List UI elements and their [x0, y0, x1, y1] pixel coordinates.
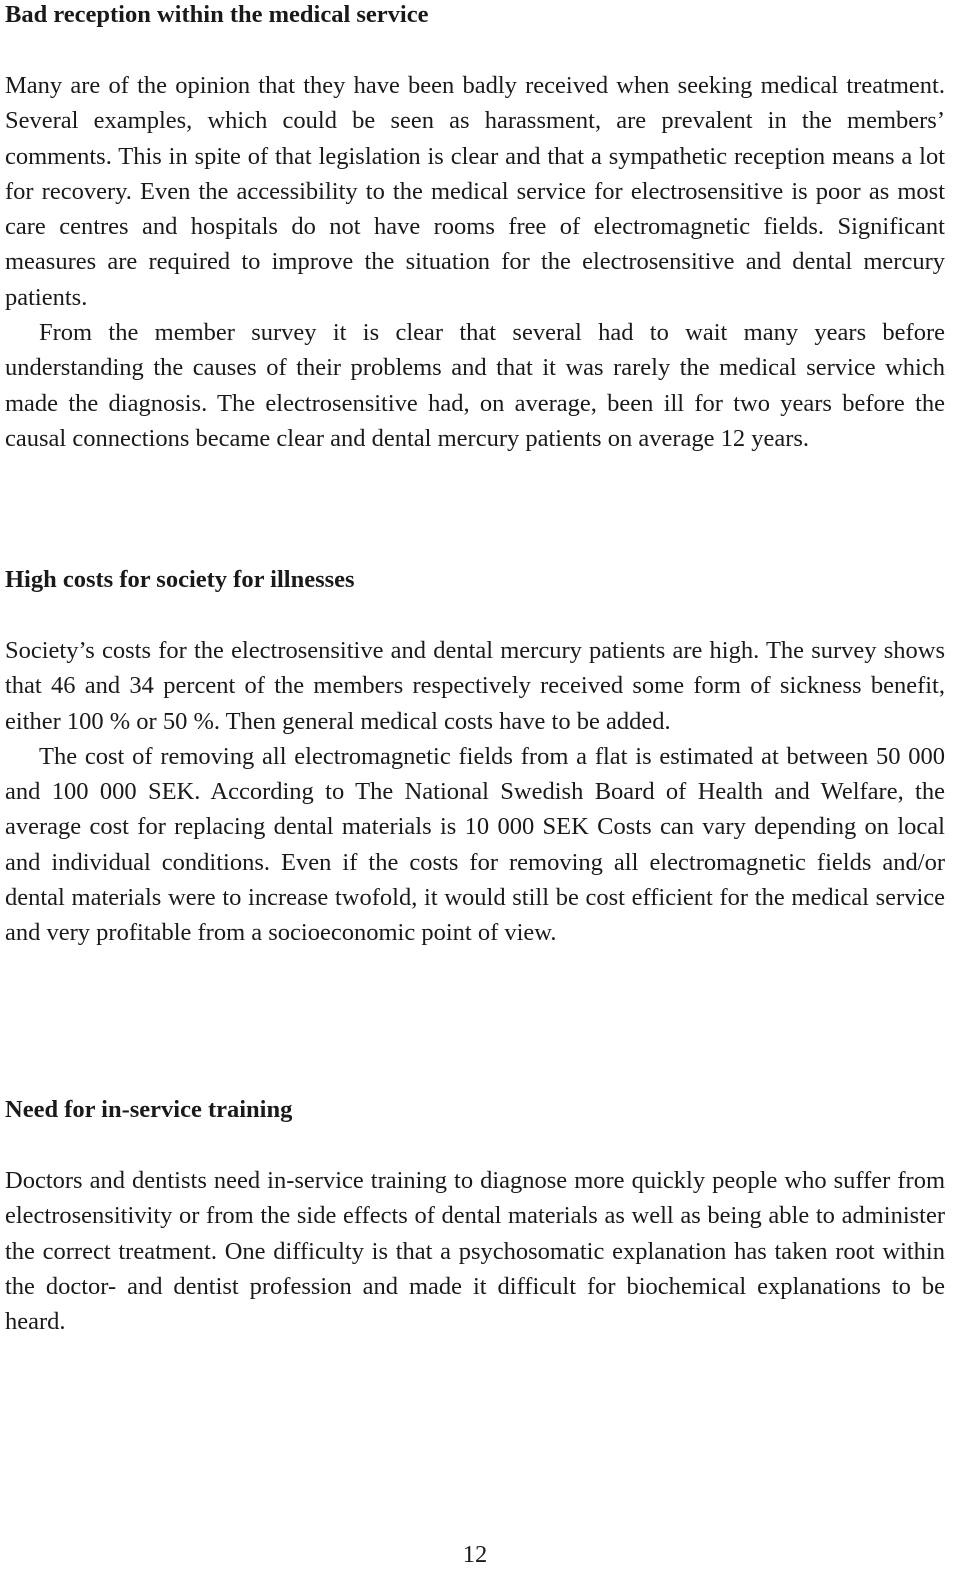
- paragraph: The cost of removing all electromagnetic fields from a flat is estimated at between 50 000 and 100 000 SEK. According to The National Swedish Board of Health and Welfare, the average cost for replacing dental materials is 10 000 SEK Costs can vary depending on local and individual conditions. Even if the costs for removing all electromagnetic fields and/or dental materials were to increase twofold, it would still be cost efficient for the medical service and very profitable from a socioeconomic point of view.: [5, 742, 945, 947]
- page-number: 12: [462, 1541, 488, 1568]
- paragraph: Society’s costs for the electrosensitive and dental mercury patients are high. The survey shows that 46 and 34 percent of the members respectively received some form of sickness benefit, either 100 % or 50 %. Then general medical costs have to be added.: [5, 637, 945, 735]
- section-heading: Need for in-service training: [5, 1096, 293, 1123]
- section-body: [5, 68, 945, 456]
- section-body: [5, 633, 945, 951]
- paragraph: Doctors and dentists need in-service training to diagnose more quickly people who suffer from electrosensitivity or from the side effects of dental materials as well as being able to administer the correct treatment. One difficulty is that a psychosomatic explanation has taken root within the doctor- and dentist profession and made it difficult for biochemical explanations to be heard.: [5, 1167, 945, 1336]
- section-body: [5, 1163, 945, 1339]
- section-heading: Bad reception within the medical service: [5, 1, 429, 28]
- paragraph: Many are of the opinion that they have been badly received when seeking medical treatment. Several examples, which could be seen as harassment, are prevalent in the members’ comments. This in spite of that legislation is clear and that a sympathetic reception means a lot for recovery. Even the accessibility to the medical service for electrosensitive is poor as most care centres and hospitals do not have rooms free of electromagnetic fields. Significant measures are required to improve the situation for the electrosensitive and dental mercury patients.: [5, 72, 945, 311]
- paragraph: From the member survey it is clear that several had to wait many years before understanding the causes of their problems and that it was rarely the medical service which made the diagnosis. The electrosensitive had, on average, been ill for two years before the causal connections became clear and dental mercury patients on average 12 years.: [5, 319, 945, 452]
- section-heading: High costs for society for illnesses: [5, 566, 355, 593]
